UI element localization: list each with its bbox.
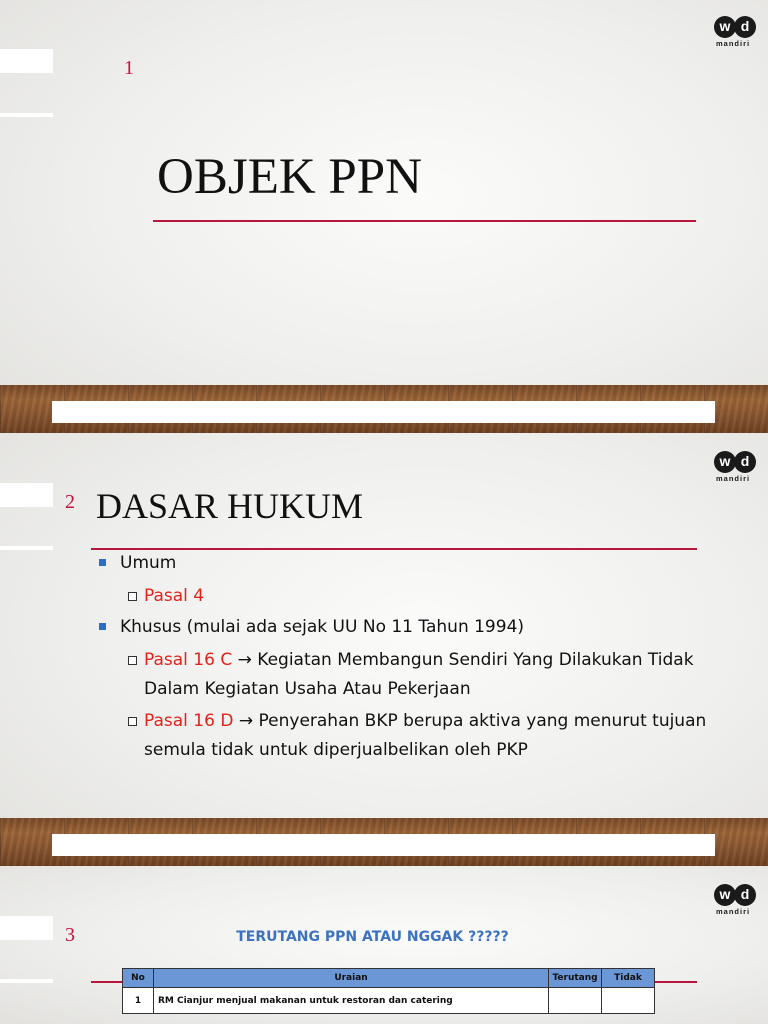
logo: [714, 16, 758, 52]
bullet-text: Umum: [120, 553, 177, 573]
ppn-table: [122, 968, 655, 1014]
pasal-reference: Pasal 4: [144, 586, 205, 606]
logo: [714, 451, 758, 487]
logo-d-icon: d: [734, 16, 756, 38]
slide-title: TERUTANG PPN ATAU NGGAK ?????: [236, 929, 509, 945]
arrow-icon: →: [237, 650, 252, 670]
checkbox-bullet-icon: [128, 656, 137, 665]
sub-bullet-text: Penyerahan BKP berupa aktiva yang menurut tujuan semula tidak untuk diperjualbelikan oleh PKP: [144, 711, 707, 760]
logo-text: mandiri: [716, 474, 751, 483]
decorative-line: [0, 546, 53, 550]
footer-bar: [52, 401, 715, 423]
logo-w-icon: w: [714, 451, 736, 473]
checkbox-bullet-icon: [128, 717, 137, 726]
decorative-line: [0, 113, 53, 117]
slide-number: 3: [65, 924, 75, 946]
bullet-item: [97, 551, 717, 575]
slide-title: DASAR HUKUM: [96, 486, 364, 526]
bullet-list: [97, 551, 717, 768]
cell-tidak: [602, 988, 655, 1014]
col-header-uraian: Uraian: [153, 969, 548, 988]
slide-1: [0, 0, 768, 433]
bullet-item: [97, 615, 717, 639]
col-header-no: No: [123, 969, 154, 988]
logo-text: mandiri: [716, 907, 751, 916]
sub-bullet-item: [97, 646, 717, 704]
checkbox-bullet-icon: [128, 592, 137, 601]
col-header-terutang: Terutang: [549, 969, 602, 988]
logo-text: mandiri: [716, 39, 751, 48]
logo: [714, 884, 758, 920]
logo-d-icon: d: [734, 451, 756, 473]
cell-no: 1: [123, 988, 154, 1014]
slide-number: 2: [65, 491, 75, 513]
slide-title: OBJEK PPN: [157, 149, 422, 205]
table-header-row: [123, 969, 655, 988]
pasal-reference: Pasal 16 C: [144, 650, 233, 670]
logo-d-icon: d: [734, 884, 756, 906]
bullet-text: Khusus (mulai ada sejak UU No 11 Tahun 1994): [120, 617, 525, 637]
col-header-tidak: Tidak: [602, 969, 655, 988]
logo-w-icon: w: [714, 884, 736, 906]
cell-terutang: [549, 988, 602, 1014]
slide-3: [0, 866, 768, 1024]
table-row: [123, 988, 655, 1014]
footer-bar: [52, 834, 715, 856]
arrow-icon: →: [238, 711, 254, 731]
slide-number: 1: [124, 57, 134, 79]
sub-bullet-text: Kegiatan Membangun Sendiri Yang Dilakukan Tidak Dalam Kegiatan Usaha Atau Pekerjaan: [144, 650, 694, 699]
title-underline: [153, 220, 696, 222]
pasal-reference: Pasal 16 D: [144, 711, 234, 731]
logo-w-icon: w: [714, 16, 736, 38]
sub-bullet-item: [97, 582, 717, 611]
sub-bullet-item: [97, 707, 717, 765]
decorative-block: [0, 483, 53, 507]
slide-2: [0, 433, 768, 866]
decorative-line: [0, 979, 53, 983]
decorative-block: [0, 49, 53, 73]
title-underline: [91, 548, 697, 550]
cell-uraian: RM Cianjur menjual makanan untuk restoran dan catering: [153, 988, 548, 1014]
